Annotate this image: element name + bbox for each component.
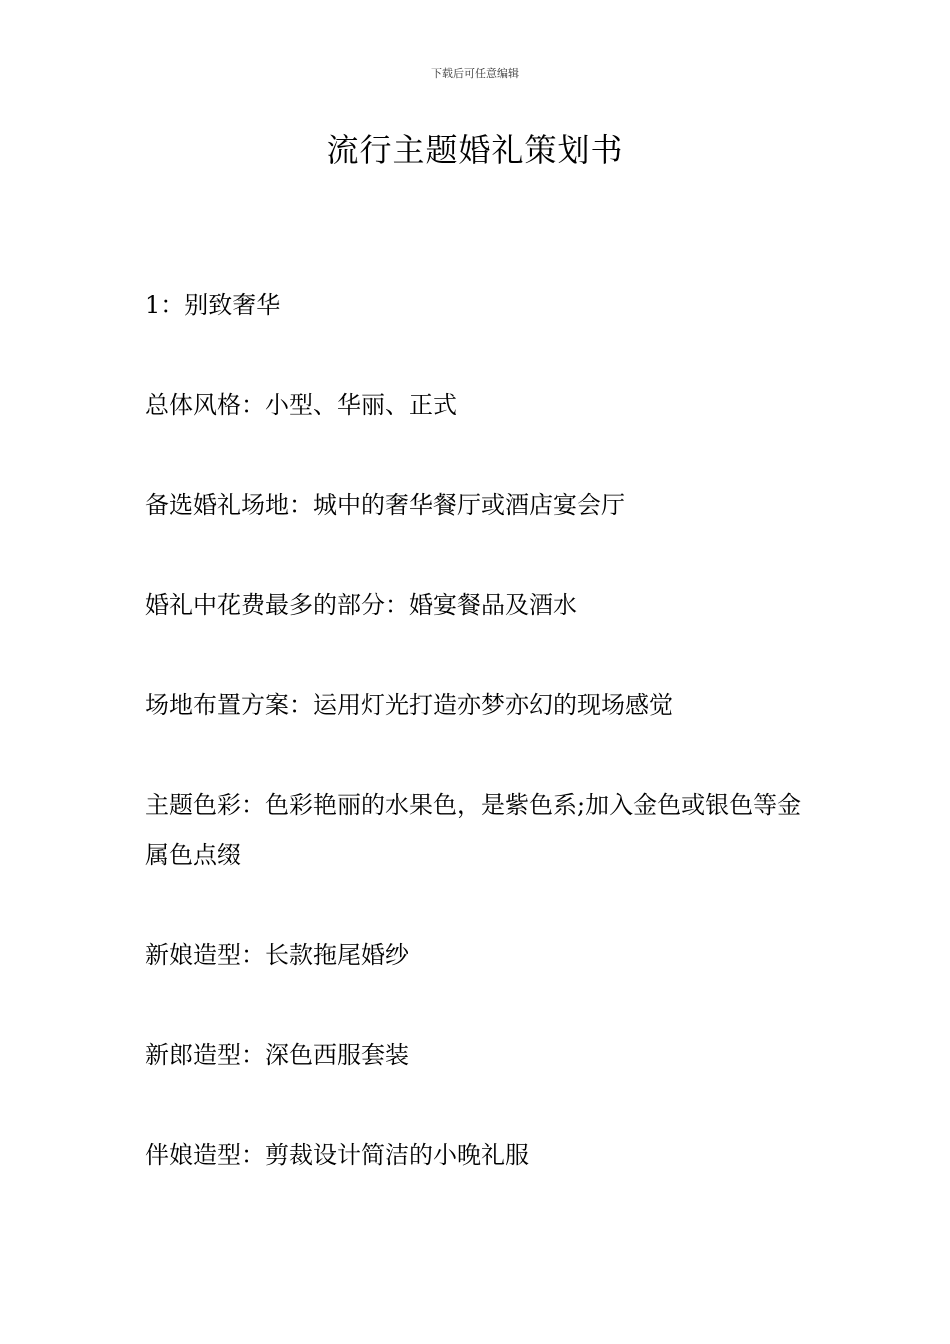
bride-style-line: 新娘造型：长款拖尾婚纱 [145, 941, 409, 969]
download-edit-note: 下载后可任意编辑 [431, 67, 519, 80]
overall-style-line: 总体风格：小型、华丽、正式 [145, 391, 457, 419]
groom-style-line: 新郎造型：深色西服套装 [145, 1041, 409, 1069]
theme-color-line: 主题色彩：色彩艳丽的水果色，是紫色系;加入金色或银色等金属色点缀 [145, 791, 802, 869]
venue-options-line: 备选婚礼场地：城中的奢华餐厅或酒店宴会厅 [145, 491, 625, 519]
section-heading-luxury: 1：别致奢华 [145, 291, 281, 319]
venue-decoration-line: 场地布置方案：运用灯光打造亦梦亦幻的现场感觉 [145, 691, 673, 719]
biggest-expense-line: 婚礼中花费最多的部分：婚宴餐品及酒水 [145, 591, 577, 619]
document-body [145, 280, 825, 1230]
document-title: 流行主题婚礼策划书 [326, 131, 624, 169]
bridesmaid-style-line: 伴娘造型：剪裁设计简洁的小晚礼服 [145, 1141, 529, 1169]
